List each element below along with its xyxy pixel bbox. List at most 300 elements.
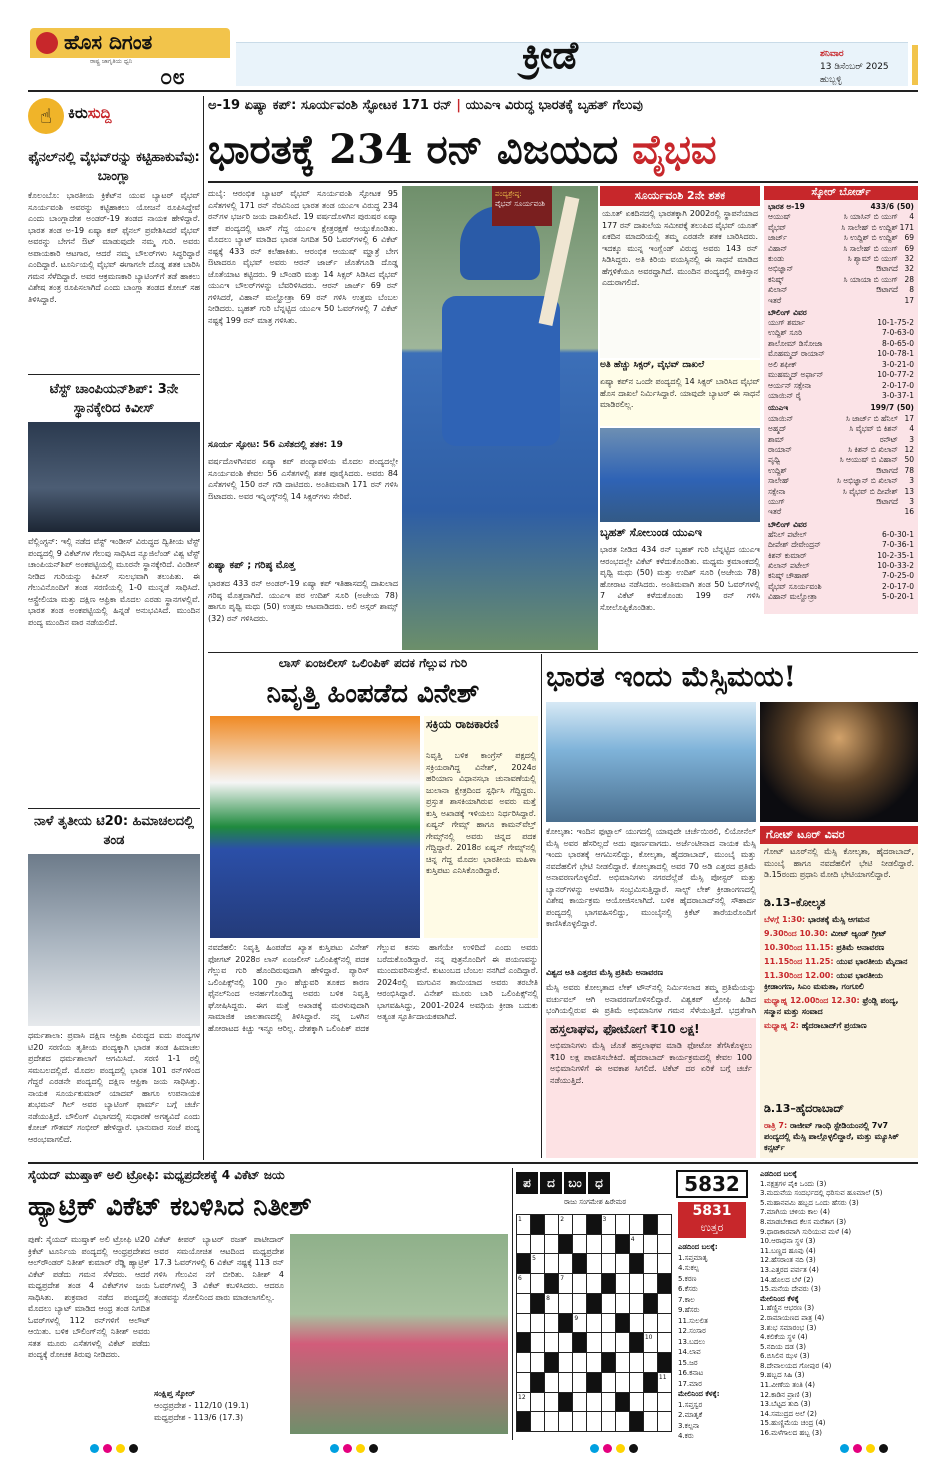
crossword-cell[interactable]: 10	[644, 1333, 657, 1352]
crossword-cell[interactable]	[658, 1393, 671, 1412]
lead-headline-a: ಭಾರತಕ್ಕೆ 234 ರನ್ ವಿಜಯದ	[208, 126, 633, 173]
crossword-cell[interactable]	[644, 1412, 657, 1431]
crossword-cell[interactable]	[531, 1412, 544, 1431]
scoreboard-title: ಸ್ಕೋರ್ ಬೋರ್ಡ್	[764, 186, 918, 200]
goat-day2: ಡಿ.13–ಹೈದರಾಬಾದ್	[764, 1102, 844, 1115]
batting-row	[768, 296, 914, 306]
messi-sub-box	[546, 1018, 756, 1158]
kirusuddi-badge	[28, 98, 148, 134]
crossword-cell[interactable]	[644, 1353, 657, 1372]
crossword-cell[interactable]	[630, 1294, 643, 1313]
clue-across: 3.ಮದುವೆಯ ಸಂದರ್ಭದಲ್ಲಿ ಧರಿಸುವ ಹೂಮಾಲೆ (5)	[760, 1189, 883, 1198]
crossword-cell	[517, 1254, 530, 1273]
lead-sub1-body: ವರ್ಷದೊಳಗಿನವರ ಏಷ್ಯಾ ಕಪ್ ಪಂದ್ಯಾವಳಿಯ ಮೊದಲ ಪಂದ್ಯದಲ್ಲೇ ಸೂರ್ಯವಂಶಿ ಕೇವಲ 56 ಎಸೆತಗಳಲ್ಲಿ ಶತಕ ಪೂರೈಸಿದರು. ಅವರು 84 ಎಸೆತಗಳಲ್ಲಿ 150 ರನ್ ಗಡಿ ದಾಟಿದರು. ಅಂತಿಮವಾಗಿ 171 ರನ್ ಗಳಿಸಿ ಔಟಾದರು. ಅವರ ಇನ್ನಿಂಗ್ಸ್‌ನಲ್ಲಿ 14 ಸಿಕ್ಸರ್‌ಗಳು ಸೇರಿವೆ.	[208, 457, 398, 501]
batting-row-cell: ಸಕ್ಸೇನಾ	[768, 486, 786, 496]
bowling-row	[768, 370, 914, 380]
section-title: ಕ್ರೀಡೆ	[521, 32, 579, 77]
batting-row-cell: ವಿಹಾನ್	[768, 243, 788, 253]
photo-caption-name: ವೈಭವ್ ಸೂರ್ಯವಂಶಿ	[495, 200, 546, 208]
dateline	[820, 48, 910, 90]
crossword-cell	[644, 1373, 657, 1392]
crossword-cell[interactable]	[587, 1254, 600, 1273]
batting-row-cell: ಸಿ ಸಾಲೇಹ್ ಬಿ ಉದ್ದಿಶ್	[841, 222, 898, 232]
schedule-item	[764, 928, 914, 939]
bowling-row-cell: ಖಿಲಾನ್ ಪಟೇಲ್	[768, 561, 810, 570]
bowling-row-cell: ಮುಹಮ್ಮದ್ ಅರ್ಫಾನ್	[768, 370, 824, 380]
crossword-cell[interactable]	[531, 1353, 544, 1372]
crossword-cell	[630, 1333, 643, 1352]
crossword-cell	[587, 1215, 600, 1234]
bowling-row-cell: ವೈಭವ್ ಸೂರ್ಯವಂಶಿ	[768, 581, 822, 591]
crossword-cell[interactable]	[602, 1393, 615, 1412]
nitish-score-2: ಮಧ್ಯಪ್ರದೇಶ - 113/6 (17.3)	[154, 1413, 244, 1422]
batting-row-cell: 78	[904, 465, 914, 475]
crossword-title-letter: ಬಂ	[564, 1172, 586, 1194]
team2-score: 199/7 (50)	[870, 403, 914, 413]
bowling-row-cell: ಅಲಿ ಶಫೀಕ್	[768, 359, 797, 369]
schedule-time: ರಾತ್ರಿ 7:	[764, 1121, 790, 1130]
batting-row-cell: ಇತರೆ	[768, 507, 782, 517]
vinesh-headline: ನಿವೃತ್ತಿ ಹಿಂಪಡೆದ ವಿನೇಶ್	[266, 679, 480, 709]
photo-caption	[492, 186, 552, 226]
batting-row-cell: ಔಟಾಗದೆ	[876, 496, 898, 506]
bowling-row-cell: ಉದ್ದಿಶ್ ಸೂರಿ	[768, 328, 803, 338]
shubman-photo	[28, 854, 200, 1026]
crossword-cell[interactable]	[644, 1235, 657, 1254]
crossword-cell[interactable]	[616, 1254, 629, 1273]
messi-body: ಕೋಲ್ಕತಾ: ಇಂದಿನ ಫುಟ್ಬಾಲ್ ಯುಗದಲ್ಲಿ ಯಾವುದೇ ಚರ್ಚೆಯಿರಲಿ, ಲಿಯೋನೆಲ್ ಮೆಸ್ಸಿ ಅವರ ಹೆಸರಿಲ್ಲದೆ ಅದು ಪೂರ್ಣವಾಗದು. ಅರ್ಜೆಂಟೀನಾದ ನಾಯಕ ಮೆಸ್ಸಿ ಇಂದು ಭಾರತಕ್ಕೆ ಆಗಮಿಸಲಿದ್ದು, ಕೋಲ್ಕತಾ, ಹೈದರಾಬಾದ್, ಮುಂಬೈ ಮತ್ತು ನವದೆಹಲಿಗೆ ಭೇಟಿ ನೀಡಲಿದ್ದಾರೆ. ಕೋಲ್ಕತಾದಲ್ಲಿ ಅವರ 70 ಅಡಿ ಎತ್ತರದ ಪ್ರತಿಮೆ ಅನಾವರಣಗೊಳ್ಳಲಿದೆ. ಅಭಿಮಾನಿಗಳು ನಗರದೆಲ್ಲೆಡೆ ಮೆಸ್ಸಿ ಪೋಸ್ಟರ್ ಮತ್ತು ಬ್ಯಾನರ್‌ಗಳನ್ನು ಅಳವಡಿಸಿ ಸಂಭ್ರಮಿಸುತ್ತಿದ್ದಾರೆ. ಸಾಲ್ಟ್ ಲೇಕ್ ಕ್ರೀಡಾಂಗಣದಲ್ಲಿ ವಿಶೇಷ ಕಾರ್ಯಕ್ರಮ ಆಯೋಜಿಸಲಾಗಿದೆ. ಬಳಿಕ ಹೈದರಾಬಾದ್‌ನಲ್ಲಿ ಸೌಹಾರ್ದ ಪಂದ್ಯದಲ್ಲಿ ಭಾಗವಹಿಸಲಿದ್ದು, ಮುಂಬೈನಲ್ಲಿ ಕ್ರಿಕೆಟ್ ತಾರೆಯರೊಂದಿಗೆ ಕಾಣಿಸಿಕೊಳ್ಳಲಿದ್ದಾರೆ.	[546, 827, 756, 928]
batting-row-cell: ಸಿ ಅಭಿಜ್ಞಾನ್ ಬಿ ಖಿಲಾನ್	[836, 476, 898, 486]
crossword-cell[interactable]	[559, 1333, 572, 1352]
bowl-title-2: ಬೌಲಿಂಗ್ ವಿವರ	[768, 519, 807, 529]
nitish-score-1: ಆಂಧ್ರಪ್ರದೇಶ - 112/10 (19.1)	[154, 1401, 249, 1410]
schedule-item	[764, 956, 914, 967]
crossword-title	[516, 1172, 666, 1198]
side-headline-3: ನಾಳೆ ತೃತೀಯ ಟಿ20: ಹಿಮಾಚಲದಲ್ಲಿ ತಂಡ	[34, 814, 194, 848]
crossword-solution	[678, 1242, 758, 1438]
batting-row	[768, 254, 914, 264]
crossword-cell[interactable]	[630, 1393, 643, 1412]
crossword-cell[interactable]	[587, 1353, 600, 1372]
lead-kicker: ಅ-19 ಏಷ್ಯಾ ಕಪ್: ಸೂರ್ಯವಂಶಿ ಸ್ಫೋಟಕ 171 ರನ್ | ಯುಎಇ ವಿರುದ್ಧ ಭಾರತಕ್ಕೆ ಬೃಹತ್ ಗೆಲುವು	[208, 98, 643, 113]
date-full: 13 ಡಿಸೆಂಬರ್ 2025	[820, 62, 889, 72]
crossword-cell[interactable]: 7	[559, 1274, 572, 1293]
crossword-number: 5832	[676, 1170, 748, 1198]
masthead	[0, 0, 945, 92]
crossword-cell[interactable]: 1	[517, 1215, 530, 1234]
lead-sub1: ಸೂರ್ಯ ಸ್ಫೋಟ: 56 ಎಸೆತದಲ್ಲಿ ಶತಕ: 19	[208, 440, 343, 450]
goat-intro: ಗೋಟ್ ಟೂರ್‌ನಲ್ಲಿ ಮೆಸ್ಸಿ ಕೋಲ್ಕತಾ, ಹೈದರಾಬಾದ್, ಮುಂಬೈ ಹಾಗೂ ನವದೆಹಲಿಗೆ ಭೇಟಿ ನೀಡಲಿದ್ದಾರೆ. ಡಿ.15ರಂದು ಪ್ರಧಾನಿ ಮೋದಿ ಭೇಟಿಯಾಗಲಿದ್ದಾರೆ.	[764, 847, 914, 879]
clue-down: 9.ಹಬ್ಬದ ಸಿಹಿ (3)	[760, 1371, 805, 1380]
clue-across: 7.ಮಾಗಿಯ ಚಳಿಯ ಕಾಲ (4)	[760, 1208, 830, 1217]
crossword-cell	[630, 1412, 643, 1431]
crossword-cell[interactable]	[587, 1393, 600, 1412]
crossword-cell[interactable]	[658, 1333, 671, 1352]
crossword-cell[interactable]	[644, 1254, 657, 1273]
kirusuddi-column	[28, 96, 200, 1156]
batting-row	[768, 414, 914, 424]
bowling-row-cell: 10-0-78-1	[877, 349, 914, 359]
crossword-cell[interactable]	[545, 1373, 558, 1392]
crossword-cell[interactable]: 8	[545, 1294, 558, 1313]
crossword-cell[interactable]	[630, 1353, 643, 1372]
crossword-cell[interactable]	[658, 1314, 671, 1333]
crossword-cell[interactable]	[602, 1314, 615, 1333]
bowling-row-cell: 10-2-35-1	[877, 550, 914, 560]
crossword-cell[interactable]	[587, 1274, 600, 1293]
side-body-2: ವೆಲ್ಲಿಂಗ್ಟನ್: ಇಲ್ಲಿ ನಡೆದ ವೆಸ್ಟ್ ಇಂಡೀಸ್ ವಿರುದ್ಧದ ದ್ವಿತೀಯ ಟೆಸ್ಟ್ ಪಂದ್ಯದಲ್ಲಿ 9 ವಿಕೆಟ್‌ಗಳ ಗೆಲುವು ಸಾಧಿಸಿದ ನ್ಯೂಜಿಲೆಂಡ್ ವಿಶ್ವ ಟೆಸ್ಟ್ ಚಾಂಪಿಯನ್‌ಶಿಪ್ ಅಂಕಪಟ್ಟಿಯಲ್ಲಿ ಮೂರನೇ ಸ್ಥಾನಕ್ಕೇರಿದೆ. ವಿಂಡೀಸ್ ನೀಡಿದ ಗುರಿಯನ್ನು ಕಿವೀಸ್ ಸುಲಭವಾಗಿ ತಲುಪಿತು. ಈ ಗೆಲುವಿನೊಂದಿಗೆ ತಂಡ ಸರಣಿಯಲ್ಲಿ 1-0 ಮುನ್ನಡೆ ಸಾಧಿಸಿದೆ. ಆಸ್ಟ್ರೇಲಿಯಾ ಮತ್ತು ದಕ್ಷಿಣ ಆಫ್ರಿಕಾ ಮೊದಲ ಎರಡು ಸ್ಥಾನಗಳಲ್ಲಿವೆ. ಭಾರತ ತಂಡ ಅಂಕಪಟ್ಟಿಯಲ್ಲಿ ಹಿನ್ನಡೆ ಅನುಭವಿಸಿದೆ. ಮುಂದಿನ ಪಂದ್ಯ ಮುಂದಿನ ವಾರ ನಡೆಯಲಿದೆ.	[28, 537, 200, 627]
crossword-cell[interactable]	[630, 1373, 643, 1392]
solution-across-item: 16.ಕನಾಟ	[678, 1369, 704, 1377]
messi-body-2: ಮೆಸ್ಸಿ ಅವರು ಕೋಲ್ಕತಾದ ಲೇಕ್ ಟೌನ್‌ನಲ್ಲಿ ನಿರ್ಮಿಸಲಾದ ತಮ್ಮ ಪ್ರತಿಮೆಯನ್ನು ವರ್ಚುವಲ್ ಆಗಿ ಅನಾವರಣಗೊಳಿಸಲಿದ್ದಾರೆ. ವಿಶ್ವಕಪ್ ಟ್ರೋಫಿ ಹಿಡಿದ ಭಂಗಿಯಲ್ಲಿರುವ ಈ ಪ್ರತಿಮೆ ಅಭಿಮಾನಿಗಳ ಗಮನ ಸೆಳೆಯುತ್ತಿದೆ. ಭದ್ರತೆಗಾಗಿ	[546, 983, 756, 1015]
nitish-body-1: ಪುಣೆ: ಸೈಯದ್ ಮುಷ್ತಾಕ್ ಅಲಿ ಟ್ರೋಫಿ ಟಿ20 ಕ್ರಿಕೆಟ್ ಟೂರ್ನಿಯ ಪಂದ್ಯದಲ್ಲಿ ಆಂಧ್ರಪ್ರದೇಶದ ಆಲ್‌ರೌಂಡರ್ ನಿತೀಶ್ ಕುಮಾರ್ ರೆಡ್ಡಿ ಹ್ಯಾಟ್ರಿಕ್ ವಿಕೆಟ್ ಪಡೆದು ಗಮನ ಸೆಳೆದರು. ಆದರೆ ಮಧ್ಯಪ್ರದೇಶ ತಂಡ 4 ವಿಕೆಟ್‌ಗಳ ಜಯ ಸಾಧಿಸಿತು. ಶುಕ್ರವಾರ ನಡೆದ ಪಂದ್ಯದಲ್ಲಿ ಮೊದಲು ಬ್ಯಾಟ್ ಮಾಡಿದ ಆಂಧ್ರ ತಂಡ ನಿಗದಿತ ಓವರ್‌ಗಳಲ್ಲಿ 112 ರನ್‌ಗಳಿಗೆ ಆಲೌಟ್ ಆಯಿತು. ಬಳಿಕ ಬೌಲಿಂಗ್‌ನಲ್ಲಿ ನಿತೀಶ್ ಅವರು ಸತತ ಮೂರು ಎಸೆತಗಳಲ್ಲಿ ವಿಕೆಟ್ ಪಡೆದು ಪಂದ್ಯಕ್ಕೆ ರೋಚಕ ತಿರುವು ನೀಡಿದರು.	[28, 1235, 150, 1359]
logo-block	[30, 28, 230, 90]
vinesh-box-body: ನಿವೃತ್ತಿ ಬಳಿಕ ಕಾಂಗ್ರೆಸ್ ಪಕ್ಷದಲ್ಲಿ ಸಕ್ರಿಯರಾಗಿದ್ದ ವಿನೇಶ್, 2024ರ ಹರಿಯಾಣ ವಿಧಾನಸಭಾ ಚುನಾವಣೆಯಲ್ಲಿ ಜುಲಾನಾ ಕ್ಷೇತ್ರದಿಂದ ಸ್ಪರ್ಧಿಸಿ ಗೆದ್ದಿದ್ದರು. ಪ್ರಸ್ತುತ ಶಾಸಕಿಯಾಗಿರುವ ಅವರು ಮತ್ತೆ ಕುಸ್ತಿ ಅಖಾಡಕ್ಕೆ ಇಳಿಯಲು ನಿರ್ಧರಿಸಿದ್ದಾರೆ. ಏಷ್ಯನ್ ಗೇಮ್ಸ್ ಹಾಗೂ ಕಾಮನ್‌ವೆಲ್ತ್ ಗೇಮ್ಸ್‌ನಲ್ಲಿ ಅವರು ಚಿನ್ನದ ಪದಕ ಗೆದ್ದಿದ್ದಾರೆ. 2018ರ ಏಷ್ಯನ್ ಗೇಮ್ಸ್‌ನಲ್ಲಿ ಚಿನ್ನ ಗೆದ್ದ ಮೊದಲ ಭಾರತೀಯ ಮಹಿಳಾ ಕುಸ್ತಿಪಟು ಎನಿಸಿಕೊಂಡಿದ್ದಾರೆ.	[426, 751, 536, 875]
nitish-headline: ಹ್ಯಾಟ್ರಿಕ್ ವಿಕೆಟ್ ಕಬಳಿಸಿದ ನಿತೀಶ್	[28, 1192, 312, 1222]
solution-down-item: 1.ಸಪ್ತಸ್ವರ	[678, 1400, 703, 1409]
crossword-cell[interactable]	[573, 1294, 586, 1313]
vinesh-kicker: ಲಾಸ್ ಏಂಜಲೀಸ್ ಒಲಿಂಪಿಕ್ ಪದಕ ಗೆಲ್ಲುವ ಗುರಿ	[278, 656, 468, 670]
crossword-cell[interactable]	[644, 1393, 657, 1412]
side-headline-1: ಫೈನಲ್‌ನಲ್ಲಿ ವೈಭವ್‌ರನ್ನು ಕಟ್ಟಿಹಾಕುವೆವು: ಬಾಂಗ್ಲಾ	[28, 150, 200, 184]
batting-row	[768, 455, 914, 465]
kirusuddi-label-b: ಸುದ್ದಿ	[87, 104, 112, 122]
clue-down: 14.ಸಮುದ್ರದ ಅಲೆ (2)	[760, 1409, 817, 1418]
batting-row-cell: ಕನಿಷ್ಕ್	[768, 274, 784, 284]
crossword-cell[interactable]	[573, 1274, 586, 1293]
bowling-row	[768, 318, 914, 328]
solution-down-item: 3.ಕಲ್ಪನಾ	[678, 1421, 700, 1430]
clue-across: 13.ಎತ್ತರದ ಪರ್ವತ (4)	[760, 1265, 819, 1274]
clue-down: 12.ಕಾಡಿನ ಪ್ರಾಣಿ (3)	[760, 1390, 812, 1399]
batting-row-cell: ಔಟಾಗದೆ	[876, 285, 898, 295]
batting-row-cell: ಔಟಾಗದೆ	[876, 264, 898, 274]
crossword-cell	[517, 1333, 530, 1352]
bowling-row-cell: 10-1-75-2	[877, 318, 914, 328]
bowling-row	[768, 360, 914, 370]
schedule-time: 11.15ರಿಂದ 11.25:	[764, 957, 837, 966]
bowling-row	[768, 551, 914, 561]
crossword-cell[interactable]	[658, 1412, 671, 1431]
goat-items-2	[764, 1120, 914, 1156]
bowling-row-cell: 10-0-33-2	[877, 561, 914, 570]
batting-row-cell: ಸಿ ಕಿಶನ್ ಬಿ ಖಿಲಾನ್	[847, 444, 898, 454]
clues-down-title: ಮೇಲಿನಿಂದ ಕೆಳಕ್ಕೆ	[760, 1294, 799, 1303]
crossword-cell[interactable]	[573, 1353, 586, 1372]
bowling-row	[768, 582, 914, 592]
crossword-cell[interactable]: 3	[602, 1215, 615, 1234]
batting-row-cell: ಸಿ ಸಾಲೇಹ್ ಬಿ ಯುಗ್	[843, 243, 898, 253]
bowling-row-cell: ಆರ್ಯನ್ ಸಕ್ಸೇನಾ	[768, 380, 812, 390]
record-box	[600, 186, 760, 358]
crossword-cell[interactable]	[559, 1373, 572, 1392]
crossword-cell[interactable]	[531, 1235, 544, 1254]
kiwis-photo	[28, 422, 200, 532]
vaibhav-photo	[402, 186, 598, 650]
crossword-cell	[658, 1353, 671, 1372]
crossword-cell[interactable]	[517, 1314, 530, 1333]
bowling-row	[768, 328, 914, 338]
solution-down-item: 4.ಕರು	[678, 1432, 694, 1438]
batting-row-cell: ಇತರೆ	[768, 295, 782, 305]
crossword-cell	[517, 1412, 530, 1431]
crossword-cell[interactable]	[545, 1333, 558, 1352]
clue-across: 8.ಮಾಡಬೇಕಾದ ಕೆಲಸ ಮರೆತಾಗ (3)	[760, 1217, 847, 1226]
batting-row-cell: 3	[909, 496, 914, 506]
solution-across-item: 1.ಸಪ್ತಮಾತೃ	[678, 1253, 708, 1262]
crossword-cell[interactable]	[616, 1373, 629, 1392]
crossword-grid[interactable]	[516, 1214, 672, 1432]
bowling-row-cell: ಯುಗ್ ಶರ್ಮಾ	[768, 318, 806, 328]
crossword-cell[interactable]	[545, 1412, 558, 1431]
clue-across: 1.ನಕ್ಷತ್ರಗಳ ಪೈಕಿ ಒಂದು (3)	[760, 1179, 827, 1188]
messi-headline: ಭಾರತ ಇಂದು ಮೆಸ್ಸಿಮಯ!	[546, 660, 796, 693]
schedule-item	[764, 1120, 914, 1153]
bowling-row-cell: ಶಾಲೋಮ್ ಡಿಸೋಜಾ	[768, 338, 823, 348]
crossword-cell[interactable]	[587, 1412, 600, 1431]
batting-row-cell: ಕುಂಡು	[768, 254, 785, 264]
clue-down: 11.ವೀಣೆಯ ತಂತಿ (4)	[760, 1381, 815, 1390]
schedule-desc: ರಾಜೀವ್ ಗಾಂಧಿ ಸ್ಟೇಡಿಯಂನಲ್ಲಿ 7v7 ಪಂದ್ಯದಲ್ಲಿ ಮೆಸ್ಸಿ ಪಾಲ್ಗೊಳ್ಳಲಿದ್ದಾರೆ, ಮತ್ತು ಮ್ಯೂಸಿಕ್ ಕನ್ಸರ್ಟ್	[764, 1121, 899, 1152]
batting-row-cell: 3	[909, 434, 914, 444]
crossword-cell[interactable]	[573, 1393, 586, 1412]
batting-row-cell: 3	[909, 476, 914, 486]
crossword-cell[interactable]	[587, 1235, 600, 1254]
batting-row-cell: ಯಾಯಿನ್	[768, 413, 794, 423]
crossword-cell[interactable]	[559, 1294, 572, 1313]
crossword-cell[interactable]	[545, 1215, 558, 1234]
schedule-time: 10.30ರಿಂದ 11.15:	[764, 943, 837, 952]
batting-row-cell: 171	[899, 222, 914, 232]
bowling-row-cell: 10-0-77-2	[877, 370, 914, 380]
crossword-cell[interactable]	[602, 1412, 615, 1431]
sixes-box	[600, 360, 760, 426]
batting-row-cell: 17	[904, 413, 914, 423]
crossword-cell[interactable]: 2	[559, 1215, 572, 1234]
crossword-cell[interactable]: 9	[573, 1314, 586, 1333]
batting-row-cell: ಆಯುಷ್	[768, 212, 791, 222]
crossword-cell[interactable]	[545, 1314, 558, 1333]
sixes-body: ಏಷ್ಯಾ ಕಪ್‌ನ ಒಂದೇ ಪಂದ್ಯದಲ್ಲಿ 14 ಸಿಕ್ಸರ್ ಬಾರಿಸಿದ ವೈಭವ್ ಹೊಸ ದಾಖಲೆ ನಿರ್ಮಿಸಿದ್ದಾರೆ. ಯಾವುದೇ ಬ್ಯಾಟರ್ ಈ ಸಾಧನೆ ಮಾಡಿರಲಿಲ್ಲ.	[600, 377, 760, 409]
crossword-cell[interactable]	[587, 1314, 600, 1333]
batting-row-cell: ಅಹ್ಮದ್	[768, 424, 787, 434]
crossword-cell[interactable]	[616, 1294, 629, 1313]
batting-row-cell: 16	[904, 507, 914, 517]
batting-row	[768, 507, 914, 517]
lead-sub2: ಏಷ್ಯಾ ಕಪ್ ; ಗರಿಷ್ಠ ಮೊತ್ತ	[208, 560, 296, 571]
crossword-cell	[531, 1215, 544, 1234]
crossword-cell[interactable]	[658, 1254, 671, 1273]
bowling-row	[768, 540, 914, 550]
crossword-cell	[531, 1373, 544, 1392]
bowling-row	[768, 391, 914, 401]
crossword-cell[interactable]	[559, 1353, 572, 1372]
crossword-cell[interactable]	[531, 1333, 544, 1352]
crossword-cell[interactable]	[559, 1254, 572, 1273]
date-city: ಹುಬ್ಬಳ್ಳಿ	[820, 75, 842, 85]
crossword-cell[interactable]	[517, 1373, 530, 1392]
crossword-cell[interactable]	[517, 1235, 530, 1254]
vinesh-box-title: ಸಕ್ರಿಯ ರಾಜಕಾರಣಿ	[426, 717, 499, 731]
crossword-cell[interactable]	[658, 1294, 671, 1313]
batting-row	[768, 285, 914, 295]
print-dots-4	[840, 1444, 900, 1456]
uae-title: ಬೃಹತ್ ಸೋಲುಂಡ ಯುಎಇ	[600, 526, 702, 539]
crossword-cell[interactable]	[602, 1333, 615, 1352]
crossword-cell	[616, 1393, 629, 1412]
crossword-cell[interactable]	[616, 1412, 629, 1431]
crossword-cell[interactable]	[545, 1393, 558, 1412]
batting-row-cell: 69	[904, 233, 914, 243]
clue-across: 10.ಆರಾಧನಾ ಸ್ಥಳ (3)	[760, 1237, 816, 1246]
clue-down: 16.ಮಳೆಗಾಲದ ಹಬ್ಬ (3)	[760, 1429, 822, 1438]
crossword-cell[interactable]	[573, 1412, 586, 1431]
batting-row-cell: ಸಿ ವೈಭವ್ ಬಿ ಕಿಶನ್	[849, 424, 898, 434]
crossword-cell[interactable]	[630, 1215, 643, 1234]
vinesh-body: ನವದೆಹಲಿ: ನಿವೃತ್ತಿ ಹಿಂಪಡೆದ ಖ್ಯಾತ ಕುಸ್ತಿಪಟು ವಿನೇಶ್ ಫೋಗಟ್ 2028ರ ಲಾಸ್ ಏಂಜಲೀಸ್ ಒಲಿಂಪಿಕ್ಸ್‌ನಲ್ಲಿ ಪದಕ ಗೆಲ್ಲುವ ಗುರಿ ಹೊಂದಿರುವುದಾಗಿ ಹೇಳಿದ್ದಾರೆ. ಪ್ಯಾರಿಸ್ ಒಲಿಂಪಿಕ್ಸ್‌ನಲ್ಲಿ 100 ಗ್ರಾಂ ಹೆಚ್ಚುವರಿ ತೂಕದ ಕಾರಣ ಫೈನಲ್‌ನಿಂದ ಅನರ್ಹಗೊಂಡಿದ್ದ ಅವರು ಬಳಿಕ ನಿವೃತ್ತಿ ಘೋಷಿಸಿದ್ದರು. ಈಗ ಮತ್ತೆ ಅಖಾಡಕ್ಕೆ ಮರಳುವುದಾಗಿ ಸಾಮಾಜಿಕ ಜಾಲತಾಣದಲ್ಲಿ ತಿಳಿಸಿದ್ದಾರೆ. ನನ್ನ ಒಳಗಿನ ಹೋರಾಟದ ಕಿಚ್ಚು ಇನ್ನೂ ಆರಿಲ್ಲ. ದೇಶಕ್ಕಾಗಿ ಒಲಿಂಪಿಕ್ ಪದಕ ಗೆಲ್ಲುವ ಕನಸು ಹಾಗೆಯೇ ಉಳಿದಿದೆ ಎಂದು ಅವರು ಬರೆದುಕೊಂಡಿದ್ದಾರೆ. ನನ್ನ ಪುತ್ರನೊಂದಿಗೆ ಈ ಪಯಣವನ್ನು ಮುಂದುವರಿಸುತ್ತೇನೆ. ಕುಟುಂಬದ ಬೆಂಬಲ ನನಗಿದೆ ಎಂದಿದ್ದಾರೆ. 2024ರಲ್ಲಿ ಮಗುವಿನ ತಾಯಿಯಾದ ಅವರು ತರಬೇತಿ ಆರಂಭಿಸಿದ್ದಾರೆ. ವಿನೇಶ್ ಮೂರು ಬಾರಿ ಒಲಿಂಪಿಕ್ಸ್‌ನಲ್ಲಿ ಭಾಗವಹಿಸಿದ್ದು, 2001-2024 ಅವಧಿಯ ಕ್ರೀಡಾ ಬದುಕು ಅತ್ಯಂತ ಸ್ಫೂರ್ತಿದಾಯಕವಾಗಿದೆ.	[208, 943, 538, 1033]
bowling-row-cell: 2-0-17-0	[882, 380, 914, 390]
photo-caption-label: ಪಂದ್ಯಶ್ರೇಷ್ಠ:	[495, 190, 522, 198]
crossword-cell[interactable]	[630, 1314, 643, 1333]
crossword-cell[interactable]	[644, 1274, 657, 1293]
crossword-cell[interactable]	[602, 1235, 615, 1254]
schedule-time: ಬೆಳಗ್ಗೆ 1:30:	[764, 915, 808, 924]
crossword-cell[interactable]	[573, 1215, 586, 1234]
bowling-row	[768, 339, 914, 349]
clue-across: 12.ಹೆಸರಾಂತ ನದಿ (3)	[760, 1256, 816, 1265]
crossword-cell[interactable]	[616, 1274, 629, 1293]
solution-across-item: 13.ಬದಲು	[678, 1337, 706, 1346]
schedule-time: 11.30ರಿಂದ 12.00:	[764, 971, 837, 980]
bowling-row-cell: ಕನಿಷ್ಕ್ ಚೌಹಾಣ್	[768, 571, 810, 581]
crossword-cell[interactable]	[545, 1254, 558, 1273]
crossword-cell[interactable]	[531, 1393, 544, 1412]
batting-row-cell: 12	[904, 444, 914, 454]
side-body-3: ಧರ್ಮಶಾಲಾ: ಪ್ರವಾಸಿ ದಕ್ಷಿಣ ಆಫ್ರಿಕಾ ವಿರುದ್ಧದ ಐದು ಪಂದ್ಯಗಳ ಟಿ20 ಸರಣಿಯ ತೃತೀಯ ಪಂದ್ಯಕ್ಕಾಗಿ ಭಾರತ ತಂಡ ಹಿಮಾಚಲ ಪ್ರದೇಶದ ಧರ್ಮಶಾಲಾಗೆ ಆಗಮಿಸಿದೆ. ಸರಣಿ 1-1 ರಲ್ಲಿ ಸಮಬಲದಲ್ಲಿದೆ. ಮೊದಲ ಪಂದ್ಯದಲ್ಲಿ ಭಾರತ 101 ರನ್‌ಗಳಿಂದ ಗೆದ್ದರೆ ಎರಡನೇ ಪಂದ್ಯದಲ್ಲಿ ದಕ್ಷಿಣ ಆಫ್ರಿಕಾ ಜಯ ಸಾಧಿಸಿತ್ತು. ನಾಯಕ ಸೂರ್ಯಕುಮಾರ್ ಯಾದವ್ ಹಾಗೂ ಉಪನಾಯಕ ಶುಭಮನ್ ಗಿಲ್ ಅವರ ಬ್ಯಾಟಿಂಗ್ ಫಾರ್ಮ್ ಬಗ್ಗೆ ಚರ್ಚೆ ನಡೆಯುತ್ತಿದೆ. ಬೌಲಿಂಗ್ ವಿಭಾಗದಲ್ಲಿ ಸುಧಾರಣೆ ಅಗತ್ಯವಿದೆ ಎಂದು ಕೋಚ್ ಗೌತಮ್ ಗಂಭೀರ್ ಹೇಳಿದ್ದಾರೆ. ಭಾನುವಾರ ಸಂಜೆ ಪಂದ್ಯ ಆರಂಭವಾಗಲಿದೆ.	[28, 1031, 200, 1144]
print-dots-2	[330, 1444, 390, 1456]
schedule-desc: ಭಾರತಕ್ಕೆ ಮೆಸ್ಸಿ ಆಗಮನ	[807, 915, 870, 924]
crossword-title-letter: ದ	[540, 1172, 562, 1194]
bowling-row-cell: ಹೆನಿಲ್ ಪಟೇಲ್	[768, 529, 807, 539]
batting-row-cell: 17	[904, 295, 914, 305]
solution-across-item: 14.ಲಾವ	[678, 1348, 701, 1356]
crossword-cell[interactable]	[630, 1274, 643, 1293]
clue-down: 5.ನದಿಯ ದಡ (3)	[760, 1342, 806, 1351]
bowling-row-cell: 3-0-37-1	[882, 390, 914, 400]
crossword-cell	[545, 1353, 558, 1372]
scoreboard	[764, 186, 918, 614]
sixes-title: ಅತಿ ಹೆಚ್ಚು ಸಿಕ್ಸರ್, ವೈಭವ್ ದಾಖಲೆ	[600, 360, 705, 370]
batting-row-cell: ಸಿ ಉದ್ದಿಶ್ ಬಿ ಉದ್ದಿಶ್	[843, 233, 898, 243]
crossword-cell[interactable]	[517, 1353, 530, 1372]
schedule-time: ಮಧ್ಯಾಹ್ನ 2:	[764, 1021, 802, 1030]
crossword-cell[interactable]	[602, 1294, 615, 1313]
crossword-cell[interactable]	[573, 1373, 586, 1392]
crossword-cell[interactable]	[573, 1235, 586, 1254]
messi-banners-photo	[546, 702, 756, 822]
clue-across: 9.ಧಾರಾಕಾರವಾಗಿ ಸುರಿಯುವ ಮಳೆ (4)	[760, 1227, 852, 1236]
crossword-cell[interactable]	[531, 1274, 544, 1293]
crossword-cell[interactable]: 12	[517, 1393, 530, 1412]
bowling-row	[768, 349, 914, 359]
crossword-cell	[573, 1333, 586, 1352]
crossword-cell[interactable]	[602, 1254, 615, 1273]
batting-row-cell: ಪೃಥ್ವಿ	[768, 455, 781, 465]
print-dots-3	[590, 1444, 650, 1456]
clue-down: 13.ಬೆಟ್ಟದ ತುದಿ (3)	[760, 1400, 811, 1409]
batting-row-cell: ಸಿ ವೈಭವ್ ಬಿ ದೀಪೇಶ್	[842, 486, 898, 496]
batting-row-cell: 8	[909, 285, 914, 295]
print-dots-1	[90, 1444, 150, 1456]
batting-row	[768, 487, 914, 497]
logo-emblem	[36, 32, 58, 54]
crossword-cell[interactable]	[531, 1314, 544, 1333]
schedule-desc: ಮೀಟ್ ಆ್ಯಂಡ್ ಗ್ರೀಟ್	[830, 929, 887, 938]
crossword-cell[interactable]: 11	[658, 1373, 671, 1392]
bowling-row-cell: ದೀಪೇಶ್ ದೇವೇಂದ್ರನ್	[768, 540, 821, 550]
team1-name: ಭಾರತ ಅ-19	[768, 202, 805, 211]
batting-row	[768, 435, 914, 445]
nitish-score-title: ಸಂಕ್ಷಿಪ್ತ ಸ್ಕೋರ್	[154, 1389, 195, 1398]
batting-row-cell: 4	[909, 212, 914, 222]
crossword-cell[interactable]	[602, 1373, 615, 1392]
clue-across: 5.ಮಹಾನವಮಿ ಹಬ್ಬದ ಒಂದು ಹೆಸರು (3)	[760, 1198, 859, 1207]
batting-row-cell: ಅಭಿಜ್ಞಾನ್	[768, 264, 794, 274]
clues-across-title: ಎಡದಿಂದ ಬಲಕ್ಕೆ	[760, 1170, 797, 1178]
messi-sub-body: ಅಭಿಮಾನಿಗಳು ಮೆಸ್ಸಿ ಜೊತೆ ಹಸ್ತಲಾಘವ ಮಾಡಿ ಫೋಟೋ ತೆಗೆಸಿಕೊಳ್ಳಲು ₹10 ಲಕ್ಷ ಪಾವತಿಸಬೇಕಿದೆ. ಹೈದರಾಬಾದ್ ಕಾರ್ಯಕ್ರಮದಲ್ಲಿ ಕೇವಲ 100 ಅಭಿಮಾನಿಗಳಿಗೆ ಈ ಅವಕಾಶ ಸಿಗಲಿದೆ. ಟಿಕೆಟ್ ದರ ಏರಿಕೆ ಬಗ್ಗೆ ಚರ್ಚೆ ನಡೆಯುತ್ತಿದೆ.	[550, 1041, 752, 1085]
solution-across-item: 9.ಹೆಸರು	[678, 1306, 700, 1314]
solution-across-title: ಎಡದಿಂದ ಬಲಕ್ಕೆ:	[678, 1243, 718, 1251]
crossword-cell[interactable]: 5	[531, 1254, 544, 1273]
crossword-cell[interactable]: 4	[630, 1235, 643, 1254]
crossword-cell[interactable]	[517, 1294, 530, 1313]
goat-box	[760, 826, 918, 1158]
crossword-cell[interactable]	[545, 1235, 558, 1254]
solution-across-item: 12.ಸಂಸಾರ	[678, 1327, 706, 1335]
crossword-cell[interactable]	[587, 1333, 600, 1352]
crossword-cell[interactable]: 6	[517, 1274, 530, 1293]
crossword-clues	[760, 1170, 918, 1440]
crossword-cell	[616, 1314, 629, 1333]
crossword-cell[interactable]	[644, 1314, 657, 1333]
crossword-cell[interactable]	[658, 1215, 671, 1234]
uae-body: ಭಾರತ ನೀಡಿದ 434 ರನ್ ಬೃಹತ್ ಗುರಿ ಬೆನ್ನಟ್ಟಿದ ಯುಎಇ ಆರಂಭದಲ್ಲೇ ವಿಕೆಟ್ ಕಳೆದುಕೊಂಡಿತು. ಮಧ್ಯಮ ಕ್ರಮಾಂಕದಲ್ಲಿ ಪೃಥ್ವಿ ಮಧು (50) ಮತ್ತು ಉದಿಶ್ ಸೂರಿ (ಅಜೇಯ 78) ಹೋರಾಟ ನಡೆಸಿದರು. ಅಂತಿಮವಾಗಿ ತಂಡ 50 ಓವರ್‌ಗಳಲ್ಲಿ 7 ವಿಕೆಟ್ ಕಳೆದುಕೊಂಡು 199 ರನ್ ಗಳಿಸಿ ಸೋಲೊಪ್ಪಿಕೊಂಡಿತು.	[600, 545, 760, 612]
batting-row-cell: ಯುಗ್	[768, 496, 785, 506]
batting-row-cell: ಸಾಲೇಹ್	[768, 476, 790, 486]
schedule-desc: ಫ್ರೆಂಡ್ಲಿ ಪಂದ್ಯ, ಸನ್ಮಾನ ಮತ್ತು ಸಂವಾದ	[764, 996, 899, 1016]
bowling-row-cell: 8-0-65-0	[882, 338, 914, 348]
batting-row	[768, 424, 914, 434]
batting-row	[768, 466, 914, 476]
goat-day1: ಡಿ.13–ಕೋಲ್ಕತ	[764, 896, 826, 909]
crossword-cell[interactable]	[616, 1333, 629, 1352]
clue-down: 2.ರಾಮಾಯಣದ ಪಾತ್ರ (4)	[760, 1313, 825, 1322]
batting-row-cell: ಸಿ ಯಾಸಿನ್ ಬಿ ಯುಗ್	[843, 212, 898, 222]
crossword-cell	[644, 1294, 657, 1313]
side-body-1: ಕೊಲಂಬೊ: ಭಾರತೀಯ ಕ್ರಿಕೆಟ್‌ನ ಯುವ ಬ್ಯಾಟರ್ ವೈಭವ್ ಸೂರ್ಯವಂಶಿ ಅವರನ್ನು ಕಟ್ಟಿಹಾಕಲು ಯೋಜನೆ ರೂಪಿಸಿದ್ದೇವೆ ಎಂದು ಬಾಂಗ್ಲಾದೇಶ ಅಂಡರ್-19 ತಂಡದ ನಾಯಕ ಹೇಳಿದ್ದಾರೆ. ಭಾರತ ತಂಡ ಅ-19 ಏಷ್ಯಾ ಕಪ್ ಫೈನಲ್ ಪ್ರವೇಶಿಸಿದರೆ ವೈಭವ್ ಅವರನ್ನು ಬೇಗನೆ ಔಟ್ ಮಾಡುವುದೇ ನಮ್ಮ ಗುರಿ. ಅವರು ಅಪಾಯಕಾರಿ ಆಟಗಾರ, ಆದರೆ ನಮ್ಮ ಬೌಲರ್‌ಗಳು ಸಿದ್ಧರಿದ್ದಾರೆ ಎಂದಿದ್ದಾರೆ. ಟೂರ್ನಿಯಲ್ಲಿ ವೈಭವ್ ಈಗಾಗಲೇ ದೊಡ್ಡ ಶತಕ ಬಾರಿಸಿ ಗಮನ ಸೆಳೆದಿದ್ದಾರೆ. ಅವರ ಆಕ್ರಮಣಕಾರಿ ಬ್ಯಾಟಿಂಗ್‌ಗೆ ತಡೆ ಹಾಕಲು ವಿಶೇಷ ತಂತ್ರ ರೂಪಿಸಲಾಗಿದೆ ಎಂದು ಬಾಂಗ್ಲಾ ತಂಡದ ಕೋಚ್ ಸಹ ತಿಳಿಸಿದ್ದಾರೆ.	[28, 191, 200, 304]
crossword-cell[interactable]	[559, 1412, 572, 1431]
crossword-cell[interactable]	[616, 1215, 629, 1234]
messi-sub-title: ಹಸ್ತಲಾಘವ, ಫೋಟೋಗೆ ₹10 ಲಕ್ಷ!	[550, 1022, 700, 1036]
lead-sub2-body: ಭಾರತದ 433 ರನ್ ಅಂಡರ್-19 ಏಷ್ಯಾ ಕಪ್ ಇತಿಹಾಸದಲ್ಲಿ ದಾಖಲಾದ ಗರಿಷ್ಠ ಮೊತ್ತವಾಗಿದೆ. ಯುಎಇ ಪರ ಉದಿಶ್ ಸೂರಿ (ಅಜೇಯ 78) ಹಾಗೂ ಪೃಥ್ವಿ ಮಧು (50) ಉತ್ತಮ ಆಟವಾಡಿದರು. ಅಲಿ ಅಸ್ಗರ್ ಶಾಮ್ಸ್ (32) ರನ್ ಗಳಿಸಿದರು.	[208, 579, 398, 623]
goat-title: ಗೋಟ್ ಟೂರ್ ವಿವರ	[760, 826, 918, 844]
schedule-item	[764, 1020, 914, 1031]
solution-down-title: ಮೇಲಿನಿಂದ ಕೆಳಕ್ಕೆ:	[678, 1390, 720, 1398]
schedule-time: ಮಧ್ಯಾಹ್ನ 12.00ರಿಂದ 12.30:	[764, 996, 863, 1005]
nitish-score	[154, 1388, 294, 1434]
crossword-cell[interactable]	[616, 1353, 629, 1372]
crossword-cell[interactable]	[658, 1235, 671, 1254]
